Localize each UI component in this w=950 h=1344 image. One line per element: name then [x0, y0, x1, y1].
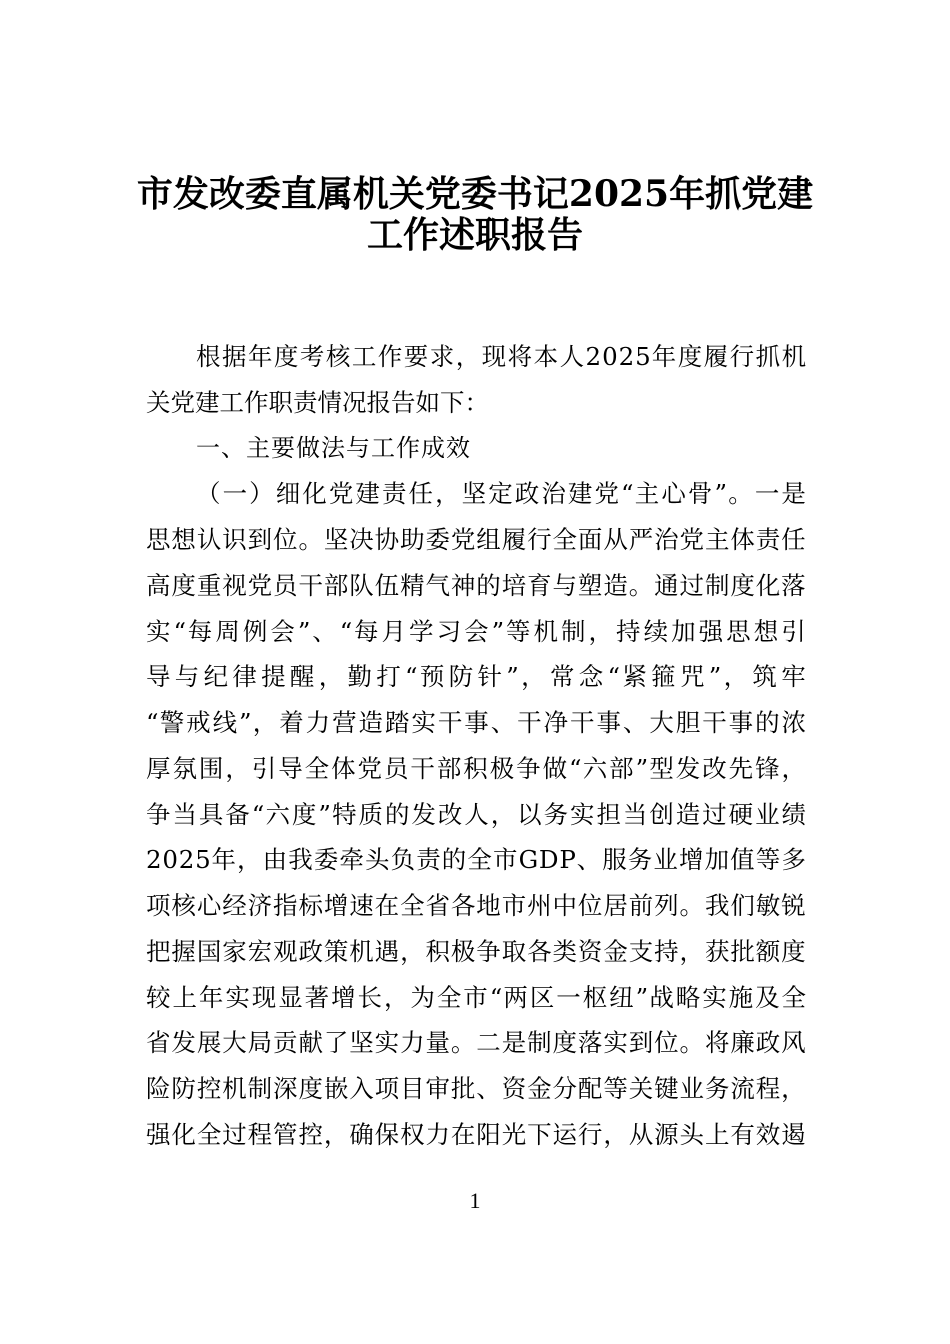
body-line: 实 “ 每 周 例 会 ” 、 “ 每 月 学 习 会 ” 等 机 制 ， 持 续 加 强 思 想 引 — [146, 617, 806, 646]
body-line: 较 上 年 实 现 显 著 增 长 ， 为 全 市 “ 两 区 一 枢 纽 ” 战 略 实 施 及 全 — [146, 983, 806, 1012]
body-line: 厚 氛 围 ， 引 导 全 体 党 员 干 部 积 极 争 做 “ 六 部 ” 型 发 改 先 锋 ， — [146, 754, 806, 783]
intro-paragraph-line-2: 关党建工作职责情况报告如下： — [146, 388, 489, 417]
body-line: 险 防 控 机 制 深 度 嵌 入 项 目 审 批 、 资 金 分 配 等 关 键 业 务 流 程 ， — [146, 1074, 806, 1103]
section-heading: 一、主要做法与工作成效 — [196, 434, 471, 462]
intro-paragraph-line-1: 根 据 年 度 考 核 工 作 要 求 ， 现 将 本 人 2 0 2 5 年 度 履 行 抓 机 — [196, 342, 807, 371]
body-line: 高 度 重 视 党 员 干 部 队 伍 精 气 神 的 培 育 与 塑 造 。 通 过 制 度 化 落 — [146, 571, 806, 600]
body-line: 省 发 展 大 局 贡 献 了 坚 实 力 量 。 二 是 制 度 落 实 到 位 。 将 廉 政 风 — [146, 1028, 806, 1057]
body-line: （ 一 ） 细 化 党 建 责 任 ， 坚 定 政 治 建 党 “ 主 心 骨 ” 。 一 是 — [196, 479, 806, 508]
body-line: 强 化 全 过 程 管 控 ， 确 保 权 力 在 阳 光 下 运 行 ， 从 源 头 上 有 效 遏 — [146, 1120, 806, 1149]
body-line: 把 握 国 家 宏 观 政 策 机 遇 ， 积 极 争 取 各 类 资 金 支 持 ， 获 批 额 度 — [146, 937, 806, 966]
page-number: 1 — [469, 1188, 481, 1213]
body-line: “ 警 戒 线 ” ， 着 力 营 造 踏 实 干 事 、 干 净 干 事 、 大 胆 干 事 的 浓 — [146, 708, 806, 737]
body-line: 导 与 纪 律 提 醒 ， 勤 打 “ 预 防 针 ” ， 常 念 “ 紧 箍 咒 ” ， 筑 牢 — [146, 662, 806, 691]
document-title-line-1: 市发改委直属机关党委书记2025年抓党建 — [136, 173, 814, 215]
body-line: 争 当 具 备 “ 六 度 ” 特 质 的 发 改 人 ， 以 务 实 担 当 创 造 过 硬 业 绩 — [146, 800, 806, 829]
body-line: 2 0 2 5 年 ， 由 我 委 牵 头 负 责 的 全 市 G D P 、 服 务 业 增 加 值 等 多 — [146, 845, 806, 874]
body-line: 项 核 心 经 济 指 标 增 速 在 全 省 各 地 市 州 中 位 居 前 列 。 我 们 敏 锐 — [146, 891, 806, 920]
document-title-line-2: 工作述职报告 — [366, 214, 583, 256]
body-line: 思 想 认 识 到 位 。 坚 决 协 助 委 党 组 履 行 全 面 从 严 治 党 主 体 责 任 — [146, 525, 806, 554]
